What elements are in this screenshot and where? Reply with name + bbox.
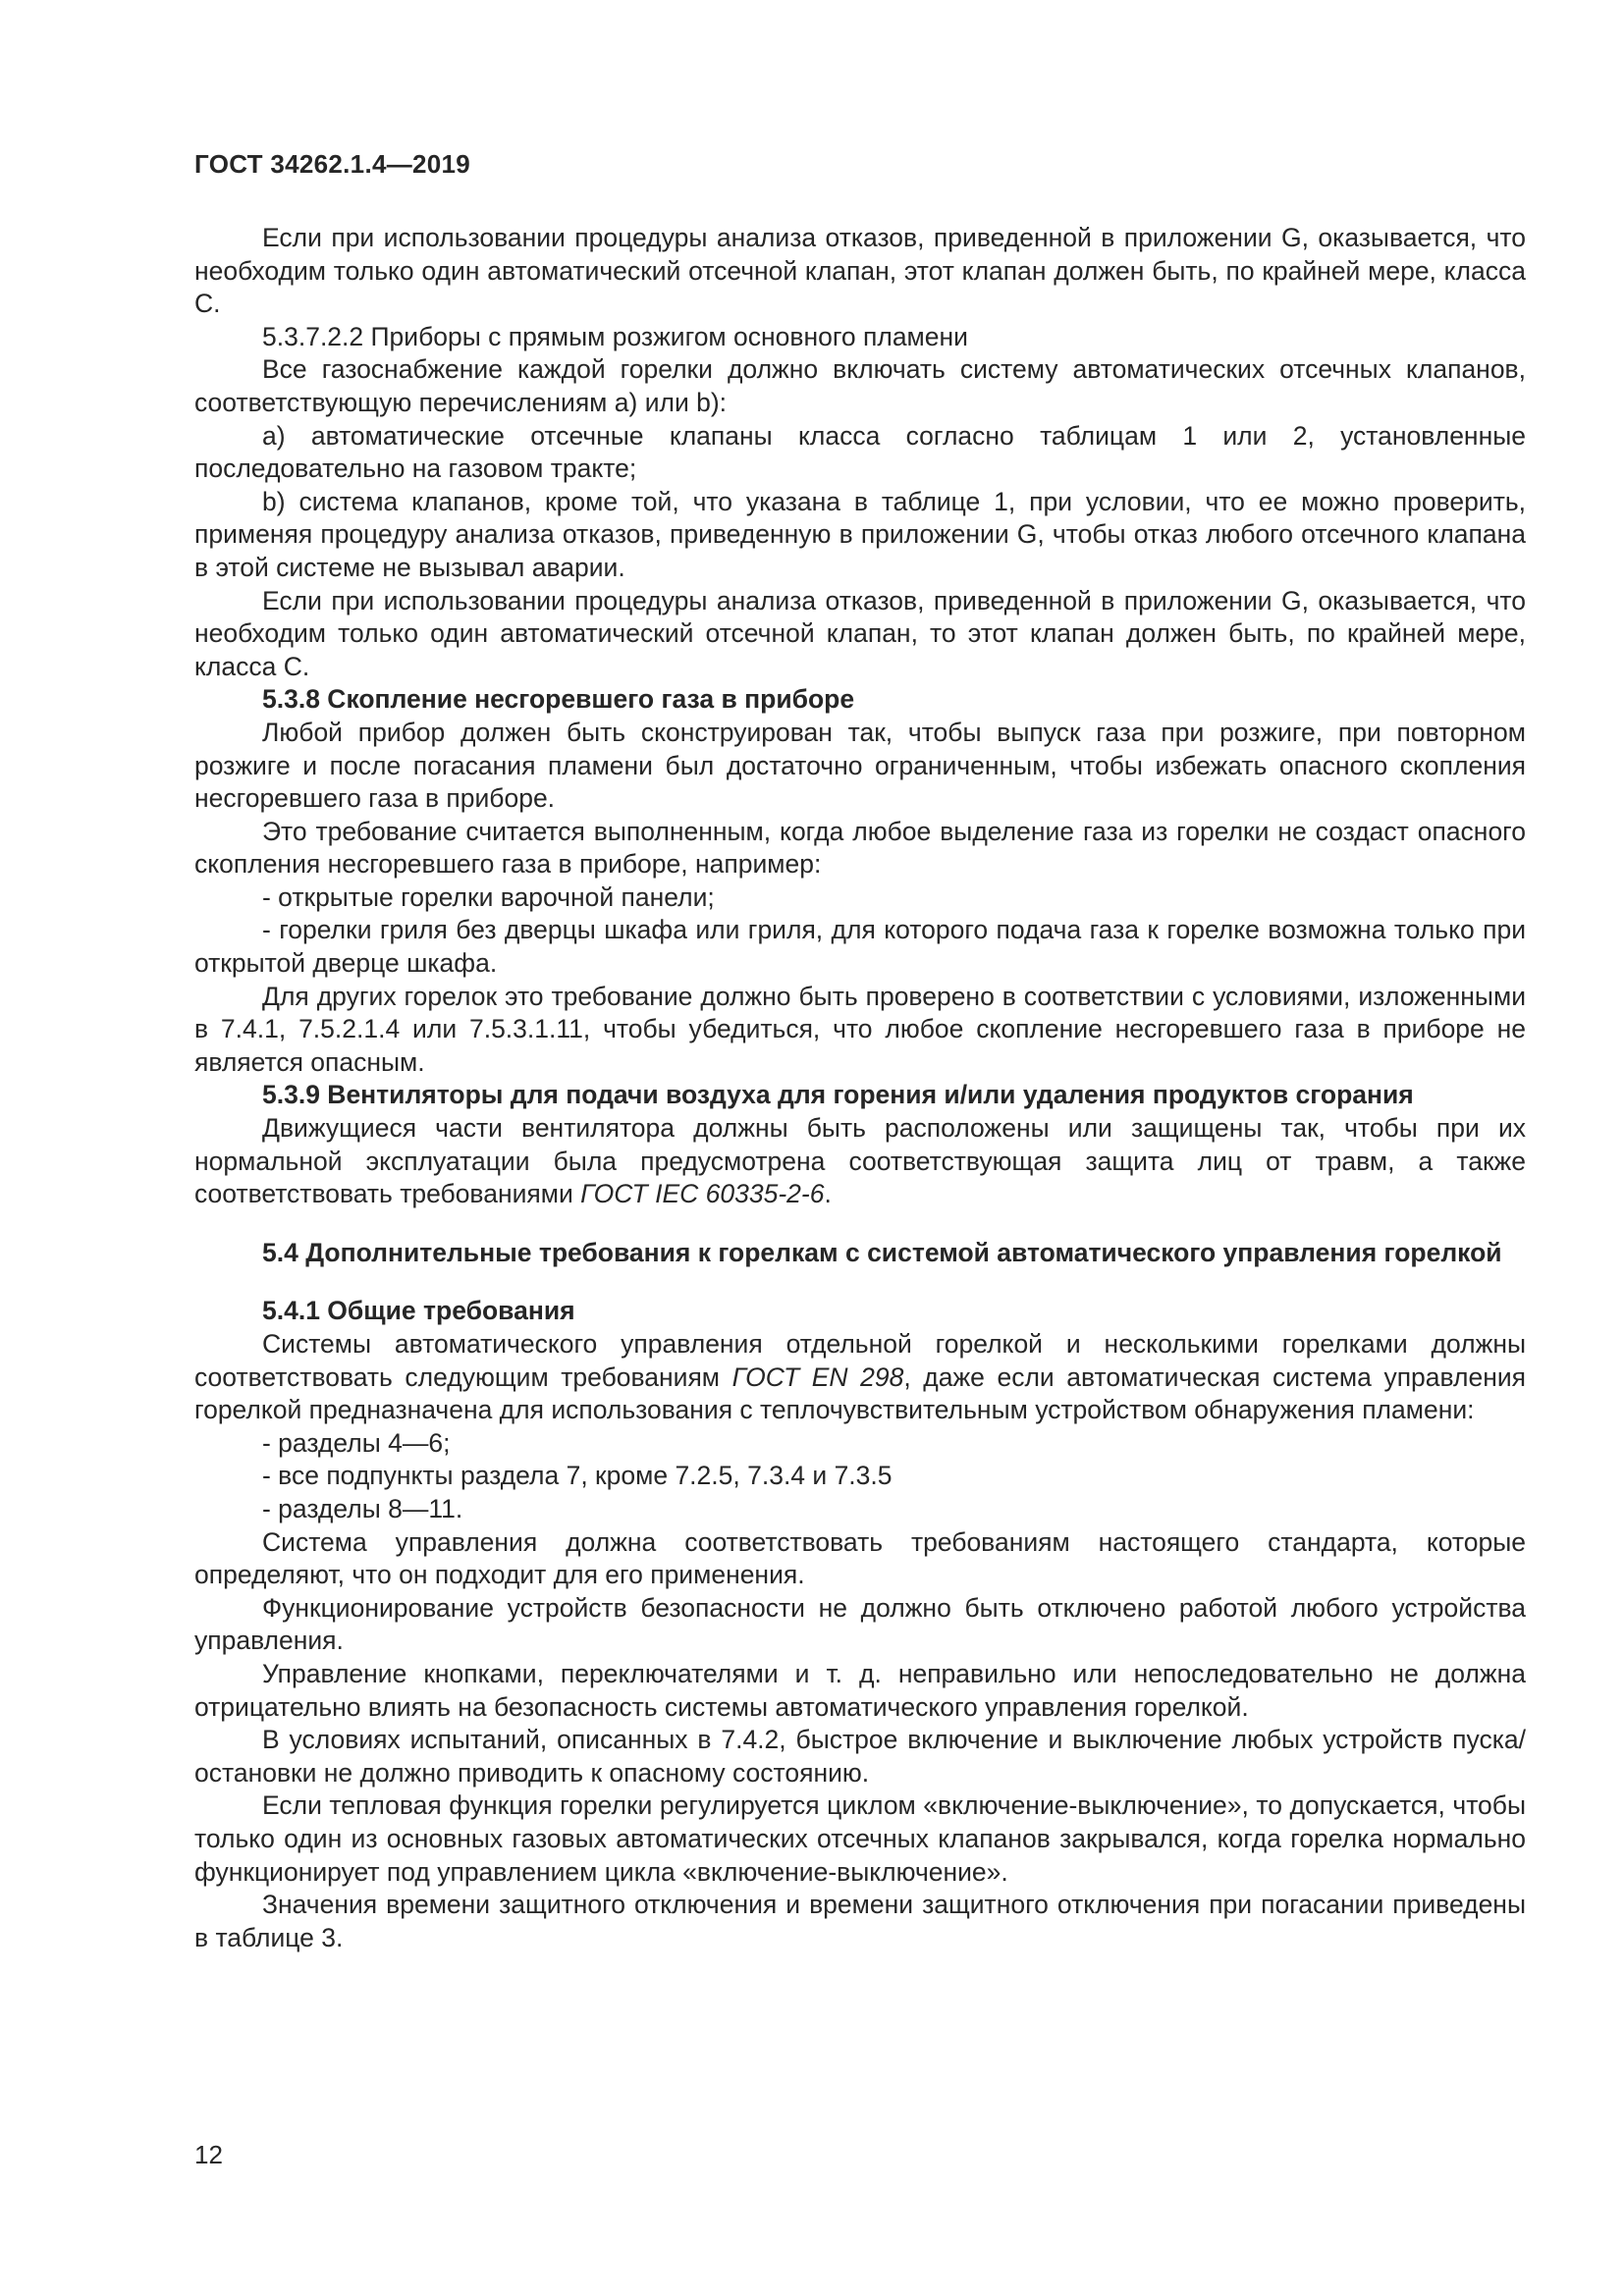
paragraph: Для других горелок это требование должно быть проверено в соответствии с условиями, изложенными в 7.4.1, 7.5.2.1.4 или 7.5.3.1.11, чтобы убедиться, что любое скопление несгоревшего газа в приборе не является опасным. — [194, 981, 1526, 1077]
section-heading-5-4-1: 5.4.1 Общие требования — [262, 1296, 575, 1326]
page-number: 12 — [194, 2140, 223, 2169]
paragraph: Все газоснабжение каждой горелки должно включать систему автоматических отсечных клапанов, соответствующую перечислениям a) или b): — [194, 354, 1526, 417]
paragraph: Если тепловая функция горелки регулируется циклом «включение-выключение», то допускается, чтобы только один из основных газовых автоматических отсечных клапанов закрывался, когда горелка нормально функционирует под управлением цикла «включение-выключение». — [194, 1790, 1526, 1887]
list-item: - разделы 8—11. — [262, 1493, 463, 1523]
paragraph: Значения времени защитного отключения и времени защитного отключения при погасании приведены в таблице 3. — [194, 1890, 1526, 1952]
paragraph: Если при использовании процедуры анализа отказов, приведенной в приложении G, оказывается, что необходим только один автоматический отсечной клапан, то этот клапан должен быть, по крайней мере, класса С. — [194, 585, 1526, 681]
paragraph: Системы автоматического управления отдельной горелкой и несколькими горелками должны соответствовать следующим требованиям ГОСТ EN 298, даже если автоматическая система управления горелкой предназначена для использования с теплочувствительным устройством обнаружения пламени: — [194, 1329, 1526, 1425]
document-body — [194, 222, 1526, 1954]
standard-reference: ГОСТ IEC 60335-2-6 — [580, 1179, 825, 1209]
paragraph: Система управления должна соответствовать требованиям настоящего стандарта, которые определяют, что он подходит для его применения. — [194, 1526, 1526, 1590]
paragraph: Управление кнопками, переключателями и т. д. неправильно или непоследовательно не должна отрицательно влиять на безопасность системы автоматического управления горелкой. — [194, 1658, 1526, 1722]
section-heading-5-3-8: 5.3.8 Скопление несгоревшего газа в приборе — [262, 684, 855, 715]
document-header: ГОСТ 34262.1.4—2019 — [194, 149, 471, 179]
paragraph: В условиях испытаний, описанных в 7.4.2, быстрое включение и выключение любых устройств пуска/остановки не должно приводить к опасному состоянию. — [194, 1725, 1526, 1788]
section-heading-5-3-9: 5.3.9 Вентиляторы для подачи воздуха для горения и/или удаления продуктов сгорания — [262, 1080, 1414, 1110]
paragraph: Функционирование устройств безопасности не должно быть отключено работой любого устройства управления. — [194, 1592, 1526, 1656]
standard-reference: ГОСТ EN 298 — [731, 1362, 904, 1392]
list-item: - разделы 4—6; — [262, 1427, 451, 1458]
list-item: - горелки гриля без дверцы шкафа или гриля, для которого подача газа к горелке возможна только при открытой дверце шкафа. — [194, 915, 1526, 979]
subsection-title: 5.3.7.2.2 Приборы с прямым розжигом основного пламени — [262, 321, 968, 351]
paragraph: Это требование считается выполненным, когда любое выделение газа из горелки не создаст опасного скопления несгоревшего газа в приборе, например: — [194, 816, 1526, 880]
paragraph: Если при использовании процедуры анализа отказов, приведенной в приложении G, оказывается, что необходим только один автоматический отсечной клапан, этот клапан должен быть, по крайней мере, класса С. — [194, 223, 1526, 319]
list-item: - открытые горелки варочной панели; — [262, 881, 715, 912]
list-item: a) автоматические отсечные клапаны класса согласно таблицам 1 или 2, установленные последовательно на газовом тракте; — [194, 420, 1526, 484]
paragraph: Движущиеся части вентилятора должны быть расположены или защищены так, чтобы при их нормальной эксплуатации была предусмотрена соответствующая защита лиц от травм, а также соответствовать требованиями ГОСТ IEC 60335-2-6. — [194, 1113, 1526, 1209]
list-item: b) система клапанов, кроме той, что указана в таблице 1, при условии, что ее можно проверить, применяя процедуру анализа отказов, приведенную в приложении G, чтобы отказ любого отсечного клапана в этой системе не вызывал аварии. — [194, 486, 1526, 582]
section-heading-5-4: 5.4 Дополнительные требования к горелкам с системой автоматического управления горелкой — [262, 1237, 1502, 1267]
paragraph: Любой прибор должен быть сконструирован так, чтобы выпуск газа при розжиге, при повторном розжиге и после погасания пламени был достаточно ограниченным, чтобы избежать опасного скопления несгоревшего газа в приборе. — [194, 717, 1526, 814]
list-item: - все подпункты раздела 7, кроме 7.2.5, 7.3.4 и 7.3.5 — [262, 1461, 893, 1491]
